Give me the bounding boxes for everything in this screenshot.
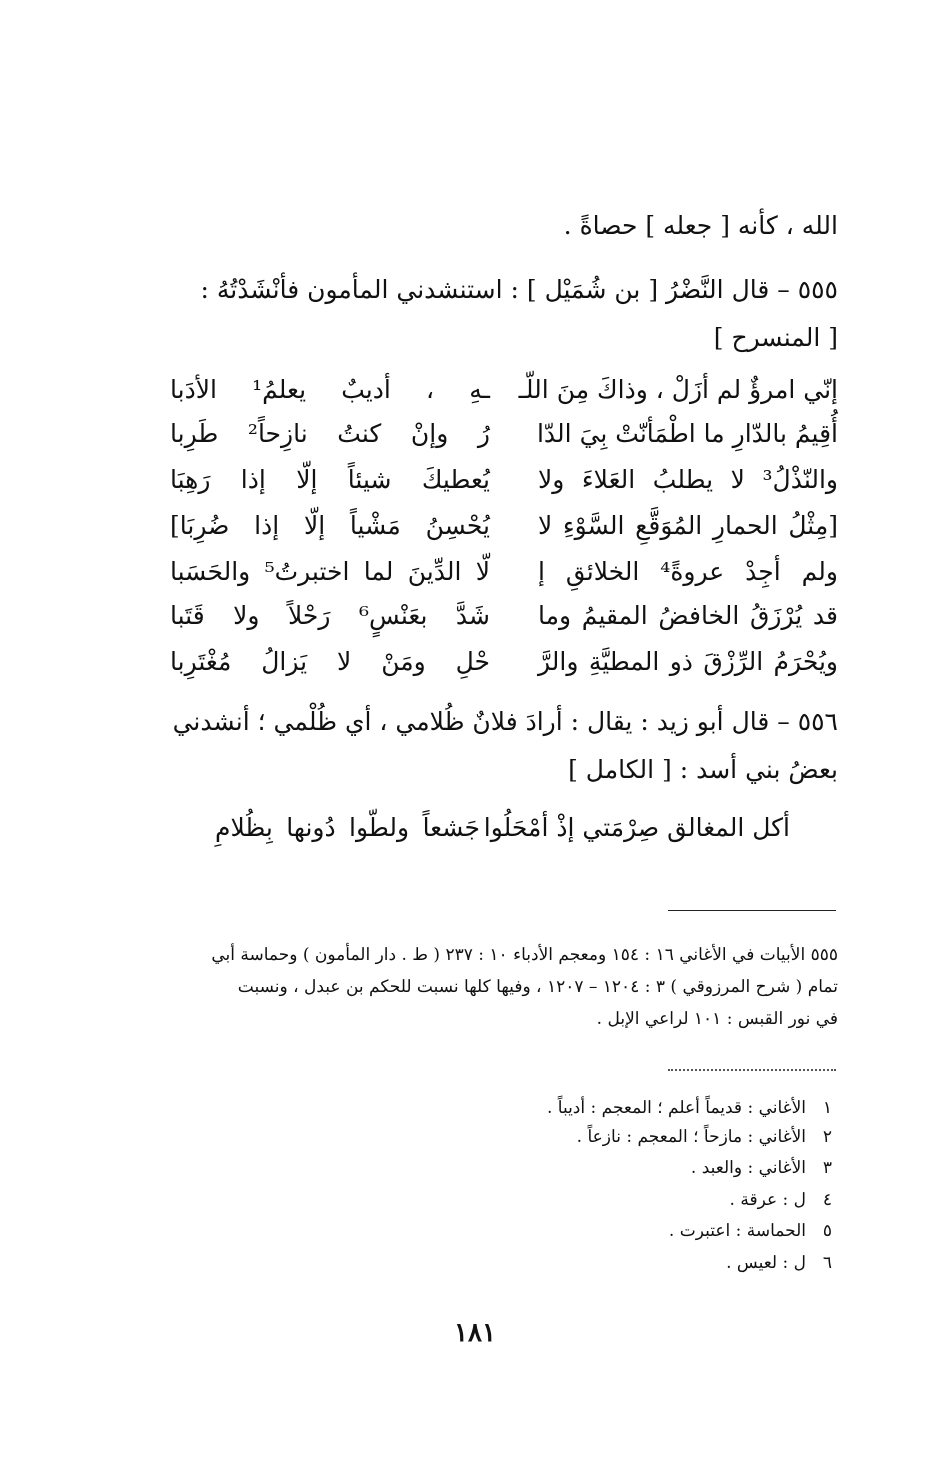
variant-note-number: ٣	[822, 1158, 832, 1178]
variant-note	[669, 1217, 832, 1245]
verse-6-first-hemistich: قد يُرْزَقُ الخافضُ المقيمُ وما	[538, 601, 838, 630]
variant-note	[730, 1186, 832, 1214]
footnote-555-line-1: ٥٥٥ الأبيات في الأغاني ١٦ : ١٥٤ ومعجم الأدباء ١٠ : ٢٣٧ ( ط . دار المأمون ) وحماسة أبي	[211, 945, 838, 965]
variant-note-text: ل : عرقة .	[729, 1190, 806, 1210]
variant-note-number: ٥	[822, 1221, 832, 1241]
verse-556-second-hemistich: جَشعاً ولطّوا دُونها بِظُلامِ	[215, 813, 480, 842]
entry-555-heading: ٥٥٥ – قال النَّضْرُ [ بن شُمَيْل ] : استنشدني المأمون فأنْشَدْتُهُ :	[200, 275, 838, 304]
verse-5-first-hemistich: ولم أجِدْ عروةً⁴ الخلائقِ إ	[538, 557, 838, 586]
footnote-555-line-3: في نور القبس : ١٠١ لراعي الإبل .	[596, 1009, 838, 1029]
verse-2-first-hemistich: أُقِيمُ بالدّارِ ما اطْمَأنّتْ بِيَ الدّا	[536, 419, 838, 448]
verse-7-first-hemistich: ويُحْرَمُ الرِّزْقَ ذو المطيَّةِ والرَّ	[538, 647, 838, 676]
verse-5-second-hemistich: لّا الدِّينَ لما اختبرتُ⁵ والحَسَبا	[170, 557, 490, 586]
verse-556-first-hemistich: أكل المغالق صِرْمَتي إذْ أمْحَلُوا	[483, 813, 790, 842]
footnote-separator	[668, 910, 836, 911]
verse-3-first-hemistich: والنّذْلُ³ لا يطلبُ العَلاءَ ولا	[538, 465, 838, 494]
variant-note-text: الحماسة : اعتبرت .	[668, 1221, 806, 1241]
entry-555-meter: [ المنسرح ]	[713, 323, 838, 352]
variant-note-text: الأغاني : مازحاً ؛ المعجم : نازعاً .	[576, 1127, 806, 1147]
variant-note-text: الأغاني : قديماً أعلم ؛ المعجم : أديباً .	[546, 1098, 806, 1118]
variant-note	[577, 1123, 832, 1151]
variant-note	[726, 1249, 832, 1277]
verse-1-second-hemistich: ـهِ ، أديبٌ يعلمُ¹ الأدَبا	[170, 375, 491, 404]
verse-1-first-hemistich: إنّي امرؤٌ لم أزَلْ ، وذاكَ مِنَ اللّـ	[518, 375, 838, 404]
variant-note-text: ل : لعيس .	[726, 1253, 806, 1273]
variant-note-number: ٢	[822, 1127, 832, 1147]
verse-4-first-hemistich: [مِثْلُ الحمارِ المُوَقَّعِ السَّوْءِ لا	[538, 511, 838, 540]
entry-556-line-2: بعضُ بني أسد : [ الكامل ]	[568, 755, 838, 784]
verse-2-second-hemistich: رُ وإنْ كنتُ نازِحاً² طَرِبا	[170, 419, 490, 448]
entry-556-heading: ٥٥٦ – قال أبو زيد : يقال : أرادَ فلانٌ ظُلامي ، أي ظُلْمي ؛ أنشدني	[172, 707, 838, 736]
variant-note-number: ٤	[822, 1190, 832, 1210]
verse-3-second-hemistich: يُعطيكَ شيئاً إلّا إذا رَهِبَا	[170, 465, 490, 494]
dotted-separator	[668, 1069, 836, 1071]
variant-note-number: ١	[822, 1098, 832, 1118]
variant-note	[547, 1094, 832, 1122]
verse-7-second-hemistich: حْلِ ومَنْ لا يَزالُ مُغْتَرِبا	[170, 647, 490, 676]
verse-4-second-hemistich: يُحْسِنُ مَشْياً إلّا إذا ضُرِبَا]	[170, 511, 490, 540]
variant-note-text: الأغاني : والعبد .	[690, 1158, 806, 1178]
variant-note	[691, 1154, 832, 1182]
footnote-555-line-2: تمام ( شرح المرزوقي ) ٣ : ١٢٠٤ – ١٢٠٧ ، وفيها كلها نسبت للحكم بن عبدل ، ونسبت	[237, 977, 838, 997]
text-line-continuation: الله ، كأنه [ جعله ] حصاةً .	[563, 211, 838, 240]
page-number: ١٨١	[454, 1318, 496, 1348]
variant-note-number: ٦	[822, 1253, 832, 1273]
verse-6-second-hemistich: شَدَّ بعَنْسٍ⁶ رَحْلاً ولا قَتَبا	[170, 601, 490, 630]
